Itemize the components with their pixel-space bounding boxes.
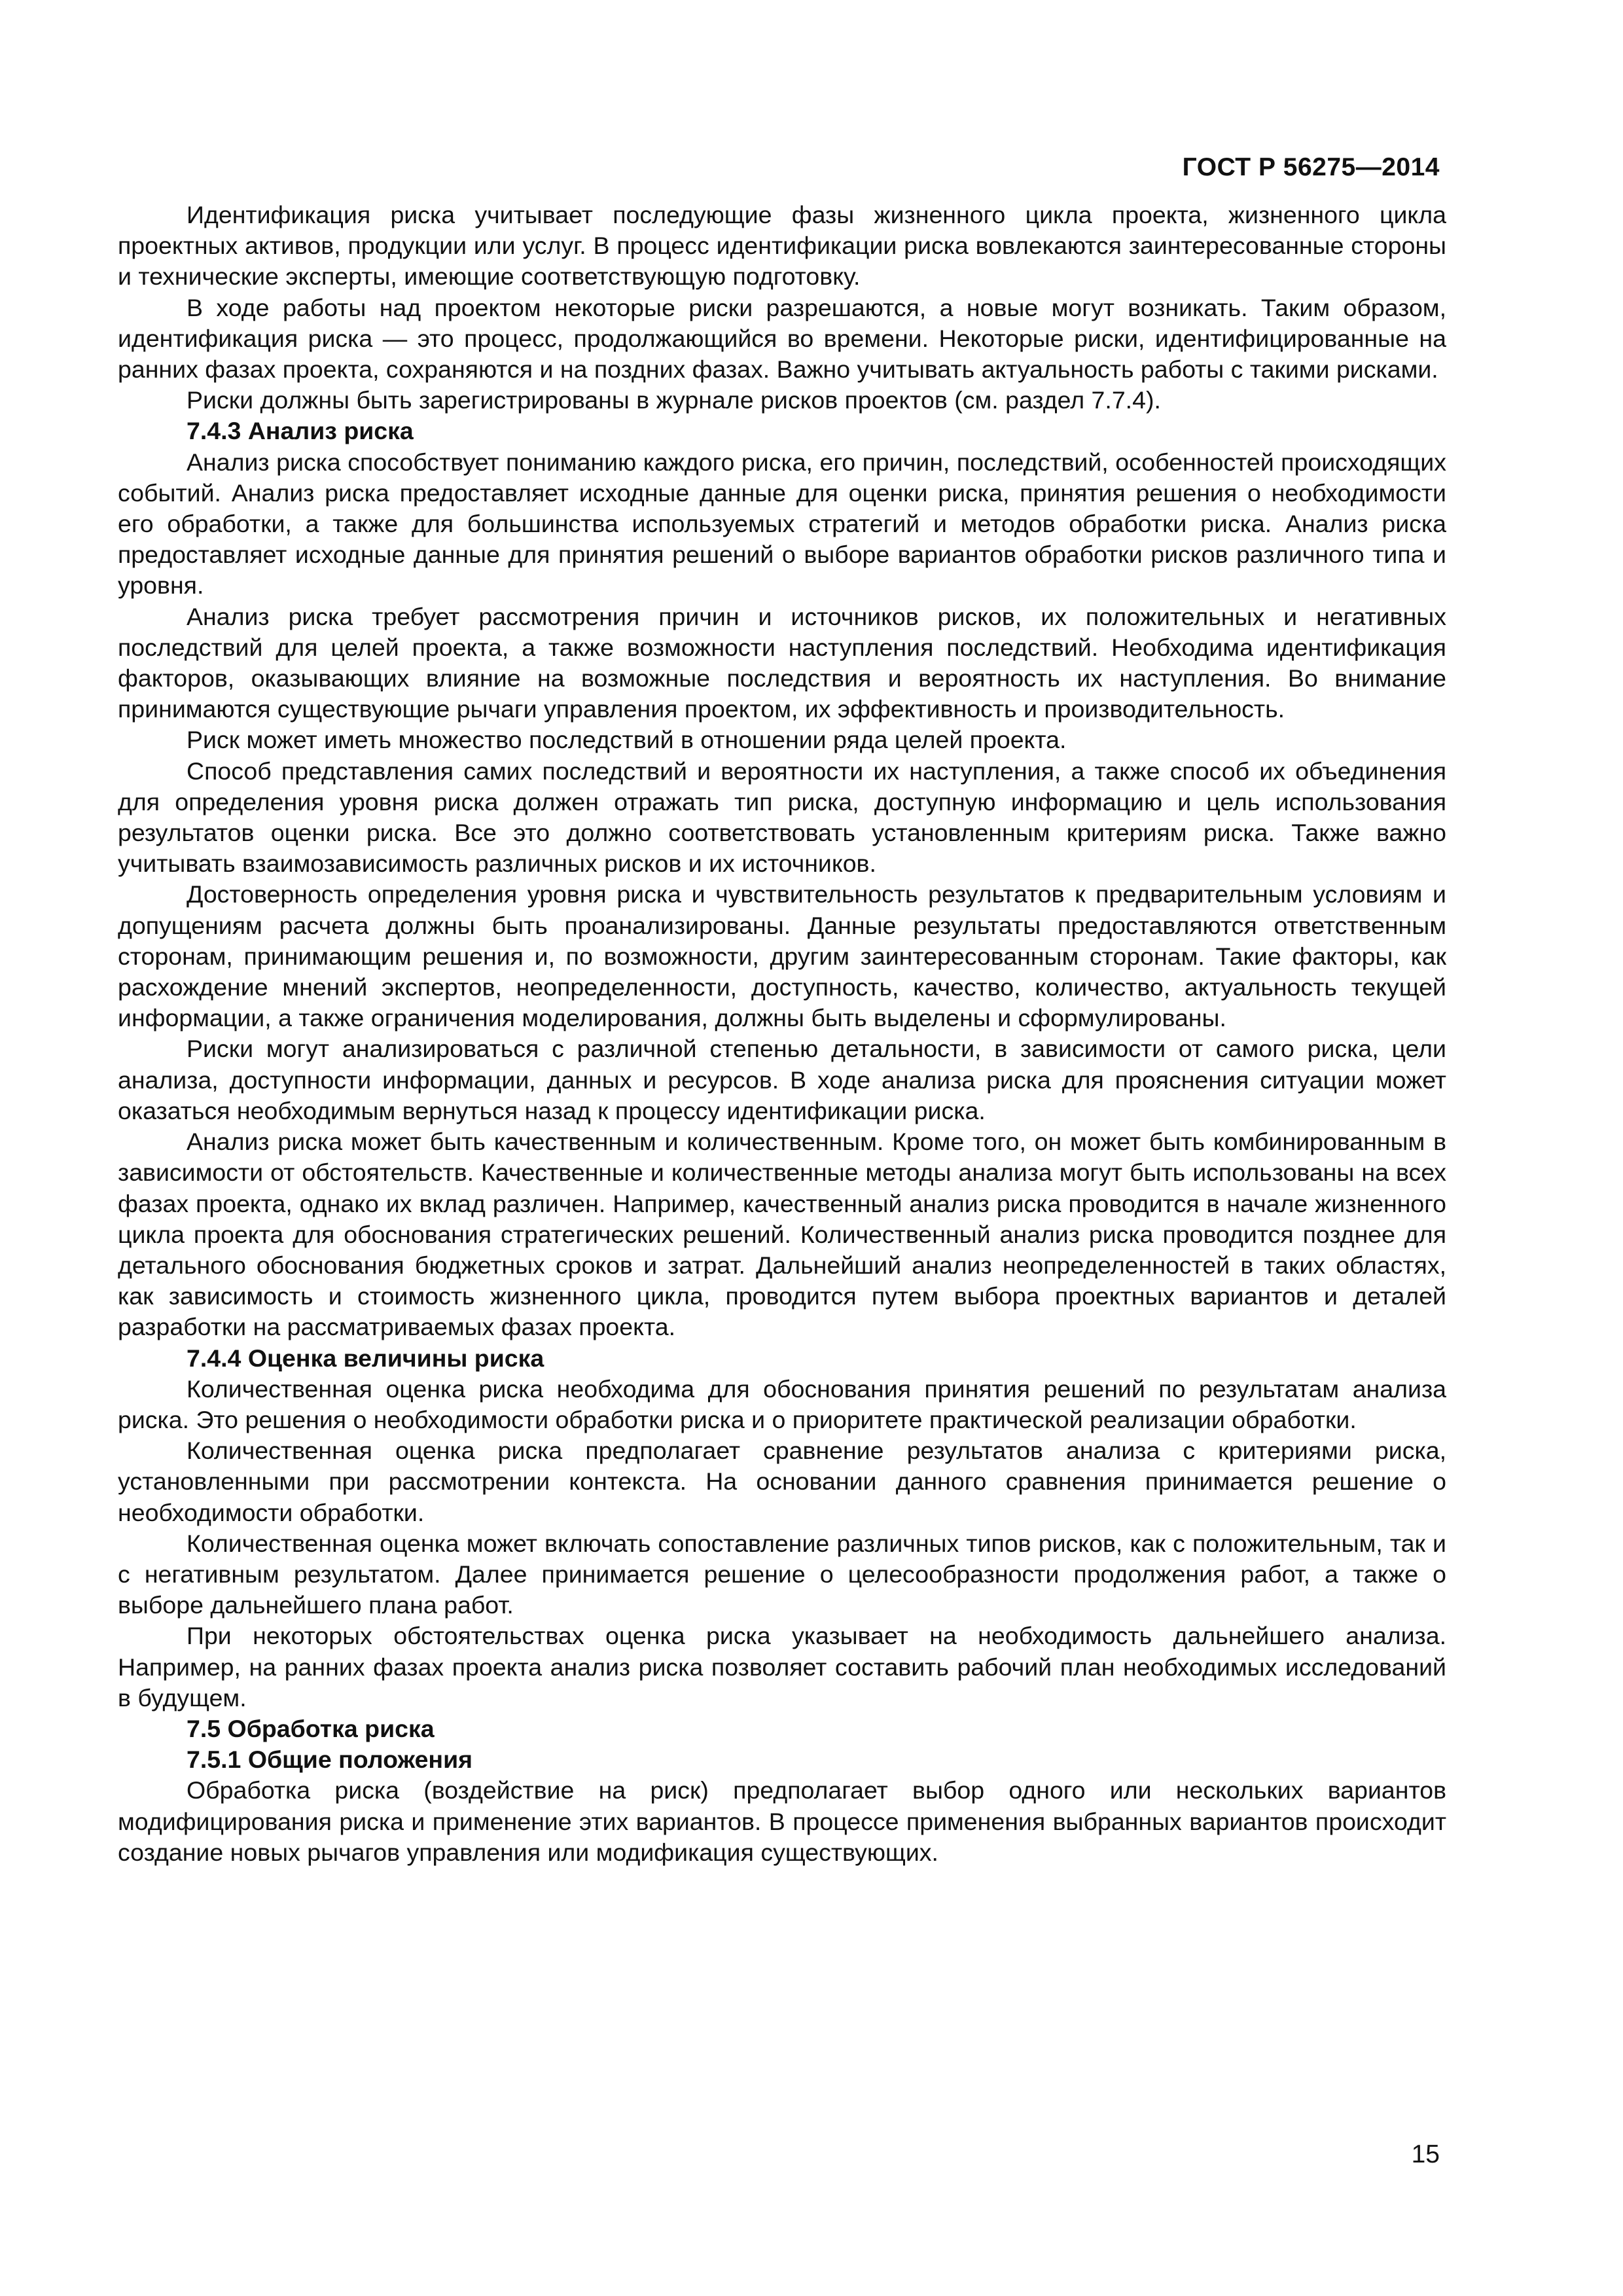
- paragraph: Количественная оценка может включать сопоставление различных типов рисков, как с положительным, так и с негативным результатом. Далее принимается решение о целесообразности продолжения работ, а также о выборе дальнейшего плана работ.: [118, 1529, 1446, 1619]
- paragraph: Анализ риска требует рассмотрения причин и источников рисков, их положительных и негативных последствий для целей проекта, а также возможности наступления последствий. Необходима идентификация факторов, оказывающих влияние на возможные последствия и вероятность их наступления. Во внимание принимаются существующие рычаги управления проектом, их эффективность и производительность.: [118, 602, 1446, 723]
- section-heading: 7.4.4 Оценка величины риска: [187, 1344, 544, 1372]
- document-body: [118, 200, 1446, 1868]
- paragraph: Идентификация риска учитывает последующие фазы жизненного цикла проекта, жизненного цикла проектных активов, продукции или услуг. В процесс идентификации риска вовлекаются заинтересованные стороны и технические эксперты, имеющие соответствующую подготовку.: [118, 201, 1446, 291]
- paragraph: Количественная оценка риска необходима для обоснования принятия решений по результатам анализа риска. Это решения о необходимости обработки риска и о приоритете практической реализации обработки.: [118, 1374, 1446, 1433]
- document-code-header: ГОСТ Р 56275—2014: [1182, 153, 1440, 181]
- paragraph: Количественная оценка риска предполагает сравнение результатов анализа с критериями риска, установленными при рассмотрении контекста. На основании данного сравнения принимается решение о необходимости обработки.: [118, 1437, 1446, 1526]
- paragraph: Риск может иметь множество последствий в отношении ряда целей проекта.: [187, 726, 1067, 754]
- paragraph: Риски могут анализироваться с различной степенью детальности, в зависимости от самого риска, цели анализа, доступности информации, данных и ресурсов. В ходе анализа риска для прояснения ситуации может оказаться необходимым вернуться назад к процессу идентификации риска.: [118, 1035, 1446, 1124]
- section-heading: 7.4.3 Анализ риска: [187, 417, 414, 445]
- paragraph: Анализ риска может быть качественным и количественным. Кроме того, он может быть комбинированным в зависимости от обстоятельств. Качественные и количественные методы анализа могут быть использованы на всех фазах проекта, однако их вклад различен. Например, качественный анализ риска проводится в начале жизненного цикла проекта для обоснования стратегических решений. Количественный анализ риска проводится позднее для детального обоснования бюджетных сроков и затрат. Дальнейший анализ неопределенностей в таких областях, как зависимость и стоимость жизненного цикла, проводится путем выбора проектных вариантов и деталей разработки на рассматриваемых фазах проекта.: [118, 1128, 1446, 1341]
- paragraph: Способ представления самих последствий и вероятности их наступления, а также способ их объединения для определения уровня риска должен отражать тип риска, доступную информацию и цель использования результатов оценки риска. Все это должно соответствовать установленным критериям риска. Также важно учитывать взаимозависимость различных рисков и их источников.: [118, 757, 1446, 878]
- paragraph: Риски должны быть зарегистрированы в журнале рисков проектов (см. раздел 7.7.4).: [187, 386, 1161, 414]
- section-heading: 7.5 Обработка риска: [187, 1714, 435, 1742]
- paragraph: В ходе работы над проектом некоторые риски разрешаются, а новые могут возникать. Таким образом, идентификация риска — это процесс, продолжающийся во времени. Некоторые риски, идентифицированные на ранних фазах проекта, сохраняются и на поздних фазах. Важно учитывать актуальность работы с такими рисками.: [118, 293, 1446, 384]
- paragraph: Обработка риска (воздействие на риск) предполагает выбор одного или нескольких вариантов модифицирования риска и применение этих вариантов. В процессе применения выбранных вариантов происходит создание новых рычагов управления или модификация существующих.: [118, 1776, 1446, 1866]
- section-heading: 7.5.1 Общие положения: [187, 1746, 473, 1774]
- paragraph: Достоверность определения уровня риска и чувствительность результатов к предварительным условиям и допущениям расчета должны быть проанализированы. Данные результаты предоставляются ответственным сторонам, принимающим решения и, по возможности, другим заинтересованным сторонам. Такие факторы, как расхождение мнений экспертов, неопределенности, доступность, качество, количество, актуальность текущей информации, а также ограничения моделирования, должны быть выделены и сформулированы.: [118, 880, 1446, 1032]
- paragraph: При некоторых обстоятельствах оценка риска указывает на необходимость дальнейшего анализа. Например, на ранних фазах проекта анализ риска позволяет составить рабочий план необходимых исследований в будущем.: [118, 1622, 1446, 1712]
- page-number: 15: [1411, 2140, 1440, 2168]
- paragraph: Анализ риска способствует пониманию каждого риска, его причин, последствий, особенностей происходящих событий. Анализ риска предоставляет исходные данные для оценки риска, принятия решения о необходимости его обработки, а также для большинства используемых стратегий и методов обработки риска. Анализ риска предоставляет исходные данные для принятия решений о выборе вариантов обработки рисков различного типа и уровня.: [118, 448, 1446, 600]
